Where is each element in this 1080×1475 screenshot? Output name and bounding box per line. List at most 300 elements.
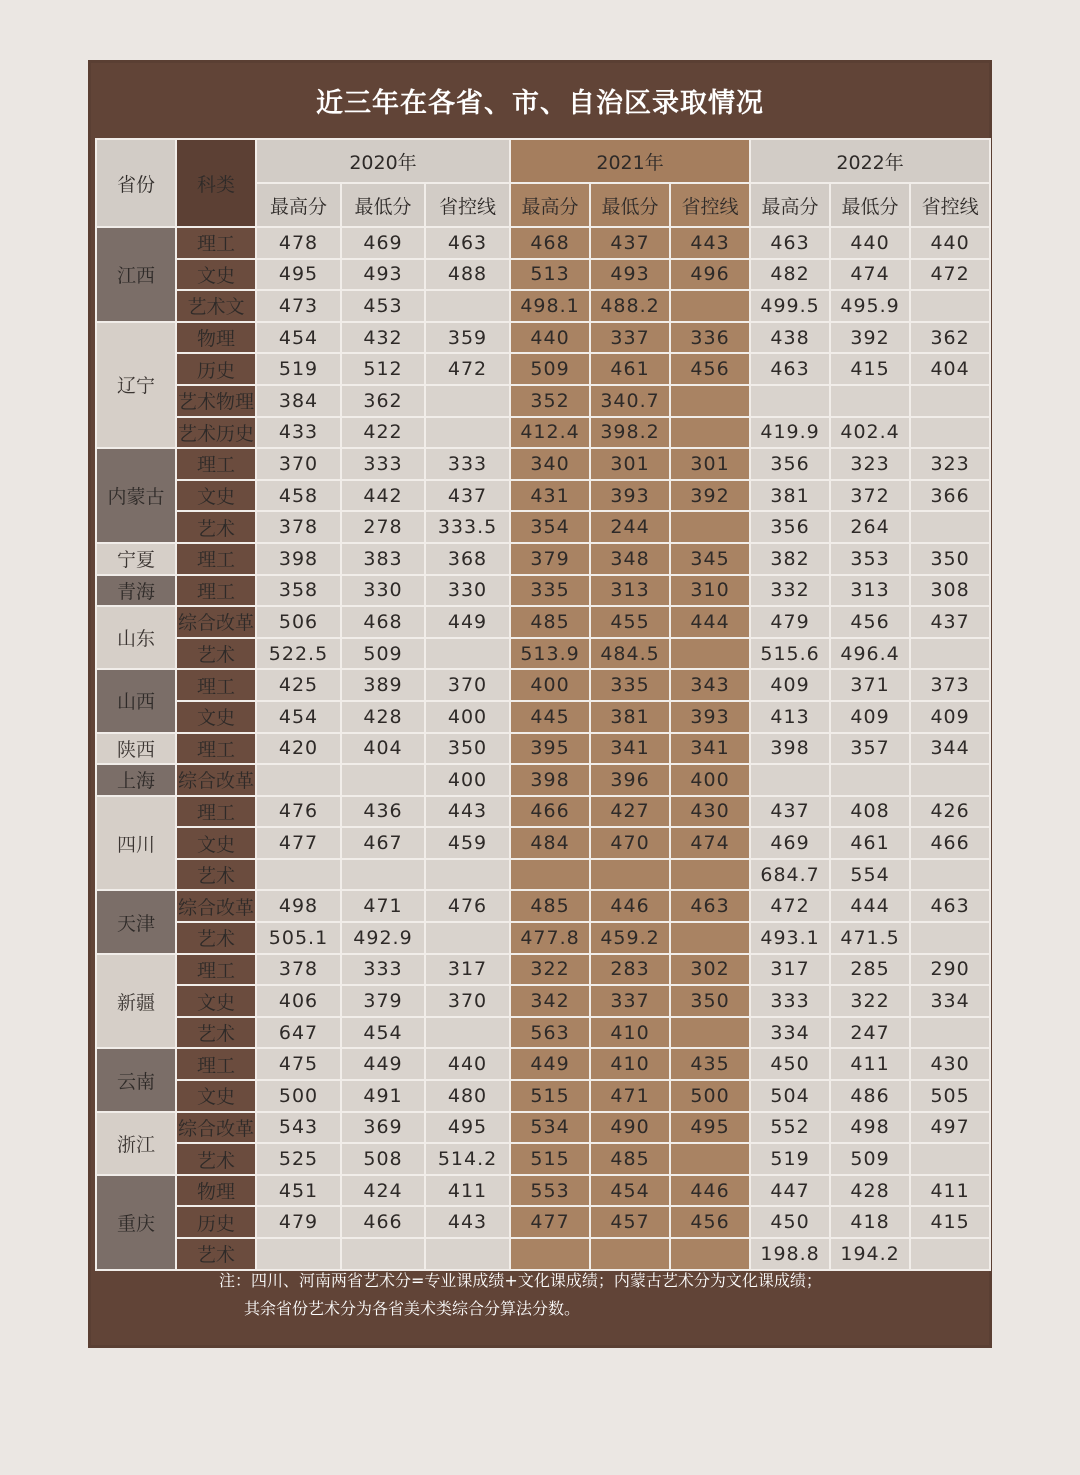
subject-cell: 文史 [176,985,256,1017]
score-cell: 368 [425,543,510,575]
score-cell: 410 [590,1017,670,1049]
score-cell: 400 [510,669,590,701]
score-cell: 310 [670,575,750,607]
score-cell: 428 [830,1175,910,1207]
score-cell: 432 [341,322,425,354]
score-cell: 468 [510,227,590,259]
score-cell [910,764,990,796]
table-row [96,543,990,575]
score-cell: 353 [830,543,910,575]
table-row [96,385,990,417]
score-cell [910,1017,990,1049]
score-cell [910,1143,990,1175]
province-cell: 宁夏 [96,543,176,575]
score-cell: 400 [425,701,510,733]
province-cell: 四川 [96,796,176,891]
score-cell: 378 [256,954,341,986]
score-cell: 418 [830,1206,910,1238]
table-row [96,922,990,954]
score-cell: 477.8 [510,922,590,954]
table-row [96,859,990,891]
score-cell: 456 [670,353,750,385]
table-row [96,448,990,480]
header-line-2020: 省控线 [425,183,510,227]
score-cell: 278 [341,511,425,543]
score-cell: 492.9 [341,922,425,954]
score-cell: 350 [425,733,510,765]
score-cell: 508 [341,1143,425,1175]
score-cell: 482 [750,259,830,291]
table-row [96,1175,990,1207]
score-cell [670,417,750,449]
score-cell [256,859,341,891]
score-cell: 396 [590,764,670,796]
score-cell: 475 [256,1048,341,1080]
score-cell: 500 [256,1080,341,1112]
score-cell: 477 [256,827,341,859]
score-cell: 337 [590,985,670,1017]
score-cell: 425 [256,669,341,701]
score-cell: 322 [830,985,910,1017]
subject-cell: 艺术 [176,638,256,670]
score-cell: 356 [750,511,830,543]
score-cell: 480 [425,1080,510,1112]
score-cell: 458 [256,480,341,512]
score-cell: 395 [510,733,590,765]
score-cell: 515.6 [750,638,830,670]
score-cell: 440 [910,227,990,259]
subject-cell: 理工 [176,733,256,765]
header-year-2020: 2020年 [256,139,510,183]
score-cell: 419.9 [750,417,830,449]
subject-cell: 理工 [176,543,256,575]
score-cell: 543 [256,1112,341,1144]
score-cell: 420 [256,733,341,765]
score-cell: 373 [910,669,990,701]
score-cell: 362 [341,385,425,417]
score-cell: 322 [510,954,590,986]
score-cell: 515 [510,1080,590,1112]
score-cell: 476 [256,796,341,828]
score-cell: 382 [750,543,830,575]
table-row [96,1206,990,1238]
score-cell: 472 [425,353,510,385]
score-cell: 468 [341,606,425,638]
score-cell: 472 [910,259,990,291]
score-cell: 519 [750,1143,830,1175]
score-cell: 498 [256,890,341,922]
table-row [96,290,990,322]
score-cell: 474 [830,259,910,291]
province-cell: 山东 [96,606,176,669]
score-cell: 341 [670,733,750,765]
score-cell: 430 [910,1048,990,1080]
subject-cell: 理工 [176,575,256,607]
header-subject: 科类 [176,139,256,227]
subject-cell: 艺术 [176,922,256,954]
score-cell [256,764,341,796]
score-cell: 469 [341,227,425,259]
score-cell [670,511,750,543]
score-cell: 485 [510,606,590,638]
table-row [96,353,990,385]
score-cell: 470 [590,827,670,859]
score-cell: 398.2 [590,417,670,449]
score-cell [910,290,990,322]
subject-cell: 文史 [176,827,256,859]
score-cell: 496 [670,259,750,291]
score-cell: 398 [510,764,590,796]
score-cell [830,764,910,796]
score-cell: 563 [510,1017,590,1049]
score-cell: 366 [910,480,990,512]
province-cell: 上海 [96,764,176,796]
score-cell: 283 [590,954,670,986]
score-cell: 343 [670,669,750,701]
subject-cell: 艺术 [176,1143,256,1175]
province-cell: 新疆 [96,954,176,1049]
subject-cell: 文史 [176,480,256,512]
score-cell: 398 [750,733,830,765]
score-cell: 444 [830,890,910,922]
score-cell: 352 [510,385,590,417]
score-cell [670,290,750,322]
score-cell: 194.2 [830,1238,910,1270]
subject-cell: 理工 [176,669,256,701]
score-cell: 334 [910,985,990,1017]
subject-cell: 艺术历史 [176,417,256,449]
score-cell: 384 [256,385,341,417]
score-cell: 552 [750,1112,830,1144]
score-cell: 442 [341,480,425,512]
header-max-2021: 最高分 [510,183,590,227]
score-cell [670,922,750,954]
score-cell [341,859,425,891]
subject-cell: 历史 [176,1206,256,1238]
subject-cell: 理工 [176,1048,256,1080]
province-cell: 浙江 [96,1112,176,1175]
score-cell: 463 [670,890,750,922]
score-cell: 493.1 [750,922,830,954]
score-cell: 301 [670,448,750,480]
table-row [96,480,990,512]
score-cell: 350 [910,543,990,575]
score-cell: 400 [670,764,750,796]
table-row [96,890,990,922]
score-cell: 479 [256,1206,341,1238]
score-cell: 359 [425,322,510,354]
score-cell: 323 [830,448,910,480]
table-row [96,796,990,828]
score-cell [670,1143,750,1175]
score-cell: 440 [425,1048,510,1080]
score-cell: 333 [750,985,830,1017]
score-cell: 340.7 [590,385,670,417]
score-cell: 413 [750,701,830,733]
score-cell: 335 [590,669,670,701]
score-cell: 461 [590,353,670,385]
score-cell: 437 [910,606,990,638]
score-cell: 290 [910,954,990,986]
score-cell: 335 [510,575,590,607]
score-cell: 406 [256,985,341,1017]
header-max-2022: 最高分 [750,183,830,227]
score-cell: 415 [830,353,910,385]
score-cell [425,385,510,417]
score-cell: 247 [830,1017,910,1049]
score-cell: 332 [750,575,830,607]
score-cell: 451 [256,1175,341,1207]
score-cell: 449 [425,606,510,638]
score-cell [670,385,750,417]
subject-cell: 综合改革 [176,764,256,796]
subject-cell: 艺术 [176,859,256,891]
score-cell: 499.5 [750,290,830,322]
score-cell: 426 [910,796,990,828]
score-cell: 463 [750,227,830,259]
table-body [96,227,990,1270]
admission-table [95,138,991,1271]
score-cell [341,1238,425,1270]
score-cell: 372 [830,480,910,512]
score-cell: 498.1 [510,290,590,322]
score-cell: 512 [341,353,425,385]
score-cell: 471 [590,1080,670,1112]
score-cell [910,385,990,417]
score-cell: 409 [830,701,910,733]
score-cell: 357 [830,733,910,765]
score-cell: 393 [670,701,750,733]
table-row [96,259,990,291]
score-cell: 342 [510,985,590,1017]
score-cell: 495 [256,259,341,291]
score-cell: 443 [425,1206,510,1238]
score-cell: 393 [590,480,670,512]
score-cell: 445 [510,701,590,733]
score-cell: 444 [670,606,750,638]
score-cell: 466 [510,796,590,828]
table-row [96,954,990,986]
score-cell: 412.4 [510,417,590,449]
score-cell: 400 [425,764,510,796]
score-cell: 440 [510,322,590,354]
score-cell: 485 [590,1143,670,1175]
score-cell: 486 [830,1080,910,1112]
score-cell: 435 [670,1048,750,1080]
score-cell: 454 [590,1175,670,1207]
score-cell: 554 [830,859,910,891]
score-cell [830,385,910,417]
score-cell: 410 [590,1048,670,1080]
footnote-line-1: 注：四川、河南两省艺术分=专业课成绩+文化课成绩；内蒙古艺术分为文化课成绩； [219,1271,822,1290]
score-cell: 446 [590,890,670,922]
score-cell: 198.8 [750,1238,830,1270]
score-cell: 409 [750,669,830,701]
subject-cell: 理工 [176,796,256,828]
score-cell [910,859,990,891]
score-cell: 411 [910,1175,990,1207]
province-cell: 江西 [96,227,176,322]
score-cell: 479 [750,606,830,638]
score-cell: 493 [590,259,670,291]
footnote-line-2: 其余省份艺术分为各省美术类综合分算法分数。 [244,1299,581,1318]
table-row [96,606,990,638]
score-cell: 302 [670,954,750,986]
score-cell: 488 [425,259,510,291]
score-cell: 459 [425,827,510,859]
subject-cell: 综合改革 [176,1112,256,1144]
score-cell: 370 [256,448,341,480]
province-cell: 内蒙古 [96,448,176,543]
score-cell: 450 [750,1206,830,1238]
province-cell: 云南 [96,1048,176,1111]
score-cell: 381 [750,480,830,512]
score-cell: 436 [341,796,425,828]
score-cell: 333 [341,448,425,480]
score-cell: 379 [341,985,425,1017]
score-cell: 466 [910,827,990,859]
score-cell: 495 [425,1112,510,1144]
score-cell: 422 [341,417,425,449]
score-cell: 317 [425,954,510,986]
score-cell: 454 [256,701,341,733]
score-cell: 354 [510,511,590,543]
subject-cell: 物理 [176,1175,256,1207]
score-cell [670,859,750,891]
score-cell: 454 [256,322,341,354]
table-row [96,1080,990,1112]
score-cell: 392 [830,322,910,354]
score-cell: 340 [510,448,590,480]
score-cell: 515 [510,1143,590,1175]
score-cell: 378 [256,511,341,543]
score-cell: 476 [425,890,510,922]
score-cell: 491 [341,1080,425,1112]
subject-cell: 艺术文 [176,290,256,322]
score-cell [750,764,830,796]
score-cell: 463 [750,353,830,385]
header-province: 省份 [96,139,176,227]
score-cell: 449 [510,1048,590,1080]
subject-cell: 艺术 [176,511,256,543]
score-cell [910,1238,990,1270]
score-cell [425,417,510,449]
table-row [96,701,990,733]
score-cell: 443 [425,796,510,828]
score-cell: 430 [670,796,750,828]
table-row [96,1017,990,1049]
subject-cell: 综合改革 [176,890,256,922]
table-row [96,1048,990,1080]
score-cell: 336 [670,322,750,354]
score-cell: 389 [341,669,425,701]
table-row [96,575,990,607]
score-cell: 449 [341,1048,425,1080]
table-row [96,1143,990,1175]
score-cell: 525 [256,1143,341,1175]
score-cell [910,511,990,543]
score-cell: 509 [830,1143,910,1175]
score-cell: 488.2 [590,290,670,322]
score-cell: 427 [590,796,670,828]
subject-cell: 物理 [176,322,256,354]
score-cell: 334 [750,1017,830,1049]
subject-cell: 艺术 [176,1017,256,1049]
score-cell [670,1238,750,1270]
score-cell: 411 [830,1048,910,1080]
score-cell [590,859,670,891]
score-cell: 509 [341,638,425,670]
score-cell: 333 [341,954,425,986]
score-cell [670,638,750,670]
table-row [96,1112,990,1144]
score-cell: 490 [590,1112,670,1144]
header-line-2022: 省控线 [910,183,990,227]
score-cell: 415 [910,1206,990,1238]
score-cell: 454 [341,1017,425,1049]
subject-cell: 理工 [176,448,256,480]
page-title: 近三年在各省、市、自治区录取情况 [316,88,764,119]
score-cell: 463 [910,890,990,922]
score-cell: 500 [670,1080,750,1112]
score-cell: 478 [256,227,341,259]
score-cell: 496.4 [830,638,910,670]
score-cell: 456 [830,606,910,638]
score-cell: 455 [590,606,670,638]
subject-cell: 理工 [176,227,256,259]
score-cell: 438 [750,322,830,354]
table-row [96,322,990,354]
score-cell [510,859,590,891]
score-cell: 348 [590,543,670,575]
score-cell: 459.2 [590,922,670,954]
score-cell: 472 [750,890,830,922]
score-cell [750,385,830,417]
subject-cell: 历史 [176,353,256,385]
score-cell: 370 [425,985,510,1017]
score-cell: 362 [910,322,990,354]
score-cell: 513 [510,259,590,291]
score-cell: 437 [425,480,510,512]
score-cell: 443 [670,227,750,259]
subject-cell: 综合改革 [176,606,256,638]
score-cell: 509 [510,353,590,385]
score-cell: 383 [341,543,425,575]
score-cell: 493 [341,259,425,291]
score-cell: 330 [341,575,425,607]
score-cell: 264 [830,511,910,543]
score-cell [341,764,425,796]
score-cell: 504 [750,1080,830,1112]
score-cell: 409 [910,701,990,733]
score-cell [670,1017,750,1049]
header-year-2021: 2021年 [510,139,750,183]
score-cell: 477 [510,1206,590,1238]
score-cell: 330 [425,575,510,607]
score-cell: 323 [910,448,990,480]
score-cell [910,922,990,954]
score-cell: 350 [670,985,750,1017]
score-cell: 356 [750,448,830,480]
score-cell: 411 [425,1175,510,1207]
score-cell: 447 [750,1175,830,1207]
score-cell: 408 [830,796,910,828]
subject-cell: 艺术物理 [176,385,256,417]
score-cell: 285 [830,954,910,986]
score-cell: 519 [256,353,341,385]
score-cell: 398 [256,543,341,575]
score-cell [425,638,510,670]
